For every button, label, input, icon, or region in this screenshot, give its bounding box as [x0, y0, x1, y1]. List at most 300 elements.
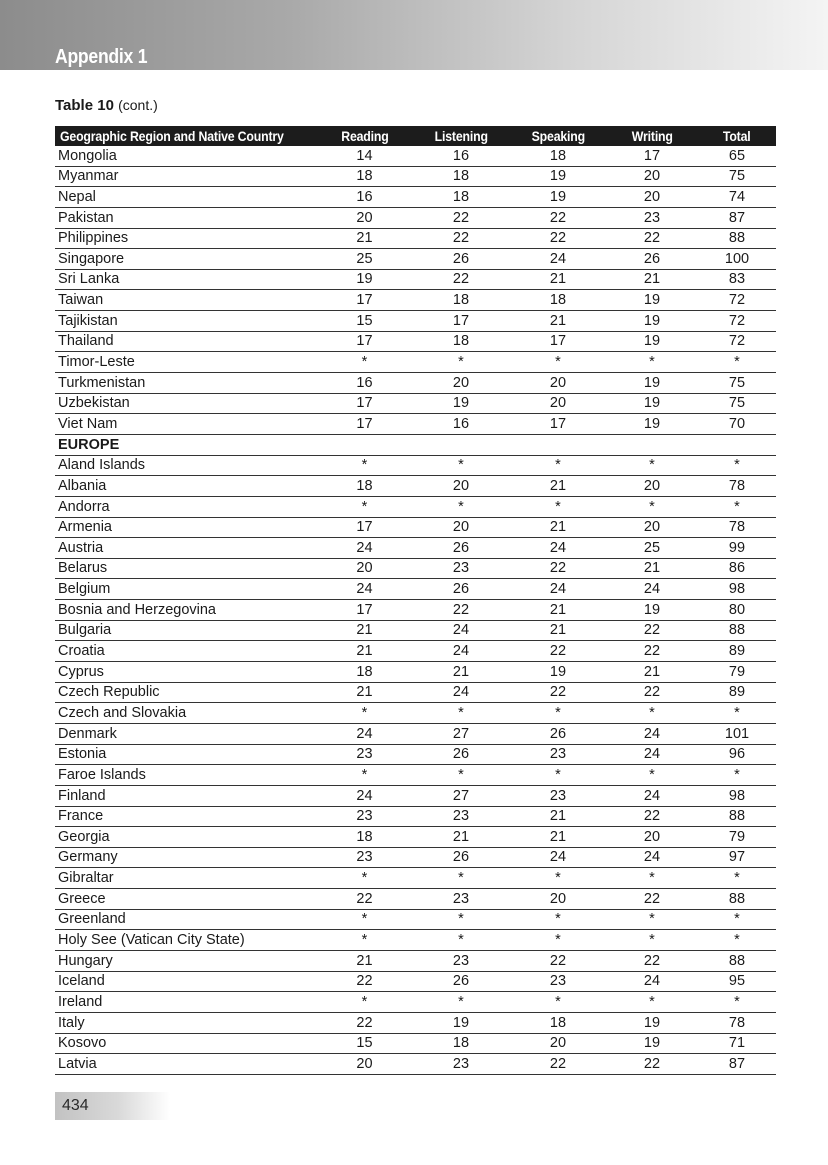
total-score-cell: 70: [698, 414, 776, 435]
country-cell: EUROPE: [55, 434, 317, 455]
country-cell: Hungary: [55, 950, 317, 971]
total-score-cell: 89: [698, 641, 776, 662]
listening-score-cell: 23: [412, 950, 510, 971]
reading-score-cell: 24: [317, 538, 412, 559]
writing-score-cell: *: [606, 455, 698, 476]
listening-score-cell: 19: [412, 393, 510, 414]
country-cell: Mongolia: [55, 146, 317, 166]
writing-score-cell: 22: [606, 806, 698, 827]
total-score-cell: 79: [698, 827, 776, 848]
writing-score-cell: 24: [606, 744, 698, 765]
total-score-cell: 72: [698, 311, 776, 332]
table-row: [55, 558, 776, 579]
writing-score-cell: 22: [606, 641, 698, 662]
writing-score-cell: 22: [606, 950, 698, 971]
table-row: [55, 765, 776, 786]
writing-score-cell: 21: [606, 662, 698, 683]
speaking-score-cell: 20: [510, 1033, 606, 1054]
writing-score-cell: 19: [606, 331, 698, 352]
country-cell: Estonia: [55, 744, 317, 765]
country-cell: Belgium: [55, 579, 317, 600]
total-score-cell: *: [698, 352, 776, 373]
country-cell: Czech Republic: [55, 682, 317, 703]
total-score-cell: 78: [698, 1012, 776, 1033]
listening-score-cell: 23: [412, 1054, 510, 1075]
table-row: [55, 455, 776, 476]
column-header-listening: Listening: [412, 126, 510, 146]
reading-score-cell: 22: [317, 889, 412, 910]
reading-score-cell: 25: [317, 249, 412, 270]
listening-score-cell: 26: [412, 249, 510, 270]
column-header-region: Geographic Region and Native Country: [55, 126, 317, 146]
table-row: [55, 373, 776, 394]
reading-score-cell: 22: [317, 1012, 412, 1033]
listening-score-cell: 26: [412, 744, 510, 765]
country-cell: Taiwan: [55, 290, 317, 311]
writing-score-cell: 19: [606, 373, 698, 394]
total-score-cell: 87: [698, 1054, 776, 1075]
reading-score-cell: *: [317, 352, 412, 373]
listening-score-cell: 20: [412, 476, 510, 497]
country-cell: Belarus: [55, 558, 317, 579]
table-row: [55, 847, 776, 868]
country-cell: Bulgaria: [55, 620, 317, 641]
page-number: 434: [62, 1097, 89, 1114]
table-row: [55, 827, 776, 848]
speaking-score-cell: 17: [510, 414, 606, 435]
speaking-score-cell: 23: [510, 785, 606, 806]
total-score-cell: 87: [698, 207, 776, 228]
reading-score-cell: 18: [317, 476, 412, 497]
writing-score-cell: *: [606, 868, 698, 889]
listening-score-cell: *: [412, 868, 510, 889]
table-row: [55, 909, 776, 930]
speaking-score-cell: 21: [510, 311, 606, 332]
table-row: [55, 228, 776, 249]
speaking-score-cell: 22: [510, 207, 606, 228]
country-cell: Austria: [55, 538, 317, 559]
listening-score-cell: 21: [412, 827, 510, 848]
reading-score-cell: 17: [317, 290, 412, 311]
writing-score-cell: [606, 434, 698, 455]
speaking-score-cell: 24: [510, 579, 606, 600]
reading-score-cell: *: [317, 496, 412, 517]
speaking-score-cell: 24: [510, 538, 606, 559]
reading-score-cell: 20: [317, 1054, 412, 1075]
speaking-score-cell: 21: [510, 620, 606, 641]
speaking-score-cell: 20: [510, 889, 606, 910]
total-score-cell: *: [698, 868, 776, 889]
scores-table: [55, 126, 776, 1075]
writing-score-cell: 22: [606, 228, 698, 249]
total-score-cell: *: [698, 930, 776, 951]
total-score-cell: 100: [698, 249, 776, 270]
country-cell: Germany: [55, 847, 317, 868]
speaking-score-cell: 26: [510, 723, 606, 744]
reading-score-cell: 21: [317, 682, 412, 703]
total-score-cell: 97: [698, 847, 776, 868]
country-cell: Bosnia and Herzegovina: [55, 600, 317, 621]
writing-score-cell: 20: [606, 166, 698, 187]
table-row: [55, 868, 776, 889]
reading-score-cell: 24: [317, 579, 412, 600]
writing-score-cell: 24: [606, 971, 698, 992]
speaking-score-cell: 20: [510, 393, 606, 414]
reading-score-cell: 21: [317, 620, 412, 641]
writing-score-cell: *: [606, 703, 698, 724]
total-score-cell: *: [698, 496, 776, 517]
table-row: [55, 600, 776, 621]
country-cell: Albania: [55, 476, 317, 497]
speaking-score-cell: *: [510, 352, 606, 373]
listening-score-cell: 18: [412, 187, 510, 208]
speaking-score-cell: *: [510, 496, 606, 517]
listening-score-cell: *: [412, 765, 510, 786]
reading-score-cell: 21: [317, 641, 412, 662]
country-cell: Tajikistan: [55, 311, 317, 332]
total-score-cell: 75: [698, 166, 776, 187]
reading-score-cell: 17: [317, 331, 412, 352]
total-score-cell: 88: [698, 950, 776, 971]
writing-score-cell: *: [606, 496, 698, 517]
country-cell: Viet Nam: [55, 414, 317, 435]
reading-score-cell: 19: [317, 269, 412, 290]
table-row: [55, 414, 776, 435]
total-score-cell: 75: [698, 373, 776, 394]
reading-score-cell: 17: [317, 393, 412, 414]
writing-score-cell: 23: [606, 207, 698, 228]
country-cell: Cyprus: [55, 662, 317, 683]
country-cell: Denmark: [55, 723, 317, 744]
column-header-reading: Reading: [317, 126, 412, 146]
listening-score-cell: 22: [412, 600, 510, 621]
writing-score-cell: 25: [606, 538, 698, 559]
table-row: [55, 950, 776, 971]
table-row: [55, 496, 776, 517]
reading-score-cell: 14: [317, 146, 412, 166]
writing-score-cell: 19: [606, 393, 698, 414]
country-cell: Pakistan: [55, 207, 317, 228]
reading-score-cell: 17: [317, 600, 412, 621]
reading-score-cell: *: [317, 930, 412, 951]
country-cell: Faroe Islands: [55, 765, 317, 786]
page-number-box: [55, 1092, 170, 1120]
table-row: [55, 290, 776, 311]
table-row: [55, 538, 776, 559]
speaking-score-cell: 18: [510, 290, 606, 311]
listening-score-cell: 26: [412, 847, 510, 868]
reading-score-cell: [317, 434, 412, 455]
appendix-title: Appendix 1: [55, 46, 148, 68]
listening-score-cell: 23: [412, 558, 510, 579]
table-row: [55, 1054, 776, 1075]
writing-score-cell: 19: [606, 600, 698, 621]
country-cell: Timor-Leste: [55, 352, 317, 373]
speaking-score-cell: 22: [510, 558, 606, 579]
country-cell: Andorra: [55, 496, 317, 517]
speaking-score-cell: 23: [510, 744, 606, 765]
reading-score-cell: 20: [317, 558, 412, 579]
total-score-cell: 79: [698, 662, 776, 683]
table-row: [55, 744, 776, 765]
listening-score-cell: 23: [412, 889, 510, 910]
table-row: [55, 311, 776, 332]
table-row: [55, 641, 776, 662]
table-row: [55, 889, 776, 910]
table-row: [55, 971, 776, 992]
listening-score-cell: 18: [412, 1033, 510, 1054]
total-score-cell: 78: [698, 517, 776, 538]
speaking-score-cell: *: [510, 992, 606, 1013]
reading-score-cell: 24: [317, 723, 412, 744]
table-row: [55, 579, 776, 600]
country-cell: Myanmar: [55, 166, 317, 187]
reading-score-cell: *: [317, 992, 412, 1013]
table-row: [55, 207, 776, 228]
table-row: [55, 1033, 776, 1054]
speaking-score-cell: *: [510, 909, 606, 930]
speaking-score-cell: *: [510, 930, 606, 951]
listening-score-cell: 24: [412, 620, 510, 641]
country-cell: Latvia: [55, 1054, 317, 1075]
listening-score-cell: 26: [412, 538, 510, 559]
speaking-score-cell: 21: [510, 476, 606, 497]
writing-score-cell: 20: [606, 517, 698, 538]
listening-score-cell: 21: [412, 662, 510, 683]
reading-score-cell: 21: [317, 950, 412, 971]
region-section-row: [55, 434, 776, 455]
country-cell: France: [55, 806, 317, 827]
column-header-writing: Writing: [606, 126, 698, 146]
speaking-score-cell: 19: [510, 166, 606, 187]
speaking-score-cell: *: [510, 868, 606, 889]
reading-score-cell: 18: [317, 166, 412, 187]
writing-score-cell: 19: [606, 290, 698, 311]
listening-score-cell: 26: [412, 579, 510, 600]
writing-score-cell: 21: [606, 269, 698, 290]
total-score-cell: 88: [698, 889, 776, 910]
writing-score-cell: 24: [606, 723, 698, 744]
reading-score-cell: *: [317, 868, 412, 889]
country-cell: Greece: [55, 889, 317, 910]
table-row: [55, 166, 776, 187]
reading-score-cell: *: [317, 455, 412, 476]
speaking-score-cell: 22: [510, 641, 606, 662]
table-row: [55, 476, 776, 497]
reading-score-cell: 16: [317, 187, 412, 208]
listening-score-cell: 26: [412, 971, 510, 992]
writing-score-cell: 22: [606, 682, 698, 703]
listening-score-cell: [412, 434, 510, 455]
listening-score-cell: *: [412, 909, 510, 930]
country-cell: Italy: [55, 1012, 317, 1033]
listening-score-cell: *: [412, 703, 510, 724]
table-row: [55, 806, 776, 827]
total-score-cell: *: [698, 909, 776, 930]
country-cell: Ireland: [55, 992, 317, 1013]
table-row: [55, 703, 776, 724]
total-score-cell: 98: [698, 579, 776, 600]
total-score-cell: 99: [698, 538, 776, 559]
listening-score-cell: *: [412, 992, 510, 1013]
reading-score-cell: 18: [317, 827, 412, 848]
total-score-cell: 72: [698, 290, 776, 311]
country-cell: Holy See (Vatican City State): [55, 930, 317, 951]
reading-score-cell: 17: [317, 517, 412, 538]
writing-score-cell: 20: [606, 187, 698, 208]
writing-score-cell: 24: [606, 847, 698, 868]
country-cell: Gibraltar: [55, 868, 317, 889]
speaking-score-cell: 21: [510, 517, 606, 538]
table-row: [55, 620, 776, 641]
speaking-score-cell: 22: [510, 950, 606, 971]
listening-score-cell: 18: [412, 166, 510, 187]
reading-score-cell: 22: [317, 971, 412, 992]
listening-score-cell: *: [412, 455, 510, 476]
reading-score-cell: 20: [317, 207, 412, 228]
writing-score-cell: 19: [606, 1033, 698, 1054]
writing-score-cell: 19: [606, 311, 698, 332]
speaking-score-cell: 19: [510, 187, 606, 208]
listening-score-cell: 20: [412, 373, 510, 394]
speaking-score-cell: 21: [510, 806, 606, 827]
country-cell: Aland Islands: [55, 455, 317, 476]
country-cell: Turkmenistan: [55, 373, 317, 394]
table-row: [55, 393, 776, 414]
table-row: [55, 146, 776, 166]
speaking-score-cell: 23: [510, 971, 606, 992]
speaking-score-cell: 17: [510, 331, 606, 352]
listening-score-cell: 18: [412, 331, 510, 352]
speaking-score-cell: 21: [510, 600, 606, 621]
total-score-cell: *: [698, 703, 776, 724]
table-row: [55, 930, 776, 951]
reading-score-cell: 21: [317, 228, 412, 249]
reading-score-cell: 18: [317, 662, 412, 683]
speaking-score-cell: 18: [510, 146, 606, 166]
reading-score-cell: 23: [317, 847, 412, 868]
total-score-cell: 98: [698, 785, 776, 806]
country-cell: Georgia: [55, 827, 317, 848]
table-row: [55, 187, 776, 208]
total-score-cell: 88: [698, 620, 776, 641]
total-score-cell: *: [698, 455, 776, 476]
listening-score-cell: 18: [412, 290, 510, 311]
listening-score-cell: 24: [412, 682, 510, 703]
speaking-score-cell: *: [510, 703, 606, 724]
table-row: [55, 1012, 776, 1033]
speaking-score-cell: 24: [510, 847, 606, 868]
total-score-cell: 96: [698, 744, 776, 765]
total-score-cell: 101: [698, 723, 776, 744]
listening-score-cell: 27: [412, 723, 510, 744]
writing-score-cell: 17: [606, 146, 698, 166]
column-header-speaking: Speaking: [510, 126, 606, 146]
writing-score-cell: 22: [606, 1054, 698, 1075]
writing-score-cell: 22: [606, 889, 698, 910]
writing-score-cell: 24: [606, 785, 698, 806]
speaking-score-cell: 24: [510, 249, 606, 270]
country-cell: Croatia: [55, 641, 317, 662]
table-row: [55, 682, 776, 703]
writing-score-cell: 21: [606, 558, 698, 579]
total-score-cell: *: [698, 765, 776, 786]
total-score-cell: 88: [698, 806, 776, 827]
reading-score-cell: *: [317, 703, 412, 724]
table-header-row: [55, 126, 776, 146]
table-row: [55, 662, 776, 683]
writing-score-cell: 24: [606, 579, 698, 600]
table-row: [55, 785, 776, 806]
country-cell: Sri Lanka: [55, 269, 317, 290]
reading-score-cell: *: [317, 765, 412, 786]
table-note: (cont.): [118, 97, 158, 113]
writing-score-cell: 19: [606, 1012, 698, 1033]
country-cell: Thailand: [55, 331, 317, 352]
speaking-score-cell: 22: [510, 1054, 606, 1075]
total-score-cell: 86: [698, 558, 776, 579]
reading-score-cell: 24: [317, 785, 412, 806]
total-score-cell: 78: [698, 476, 776, 497]
country-cell: Czech and Slovakia: [55, 703, 317, 724]
listening-score-cell: *: [412, 352, 510, 373]
listening-score-cell: *: [412, 496, 510, 517]
listening-score-cell: 23: [412, 806, 510, 827]
total-score-cell: 83: [698, 269, 776, 290]
total-score-cell: *: [698, 992, 776, 1013]
table-row: [55, 723, 776, 744]
reading-score-cell: 15: [317, 311, 412, 332]
country-cell: Nepal: [55, 187, 317, 208]
speaking-score-cell: 22: [510, 682, 606, 703]
table-body: [55, 146, 776, 1074]
table-row: [55, 249, 776, 270]
speaking-score-cell: *: [510, 765, 606, 786]
table-row: [55, 269, 776, 290]
country-cell: Uzbekistan: [55, 393, 317, 414]
listening-score-cell: *: [412, 930, 510, 951]
country-cell: Finland: [55, 785, 317, 806]
reading-score-cell: 16: [317, 373, 412, 394]
writing-score-cell: *: [606, 992, 698, 1013]
header-banner: [0, 0, 828, 70]
writing-score-cell: *: [606, 930, 698, 951]
listening-score-cell: 22: [412, 207, 510, 228]
reading-score-cell: 15: [317, 1033, 412, 1054]
country-cell: Greenland: [55, 909, 317, 930]
total-score-cell: 95: [698, 971, 776, 992]
column-header-total: Total: [698, 126, 776, 146]
speaking-score-cell: 22: [510, 228, 606, 249]
country-cell: Armenia: [55, 517, 317, 538]
reading-score-cell: 23: [317, 806, 412, 827]
writing-score-cell: 20: [606, 827, 698, 848]
total-score-cell: 71: [698, 1033, 776, 1054]
table-row: [55, 352, 776, 373]
speaking-score-cell: 21: [510, 827, 606, 848]
listening-score-cell: 27: [412, 785, 510, 806]
speaking-score-cell: [510, 434, 606, 455]
total-score-cell: 80: [698, 600, 776, 621]
speaking-score-cell: 18: [510, 1012, 606, 1033]
writing-score-cell: 26: [606, 249, 698, 270]
writing-score-cell: *: [606, 352, 698, 373]
speaking-score-cell: *: [510, 455, 606, 476]
writing-score-cell: 20: [606, 476, 698, 497]
total-score-cell: 89: [698, 682, 776, 703]
writing-score-cell: *: [606, 765, 698, 786]
table-row: [55, 992, 776, 1013]
